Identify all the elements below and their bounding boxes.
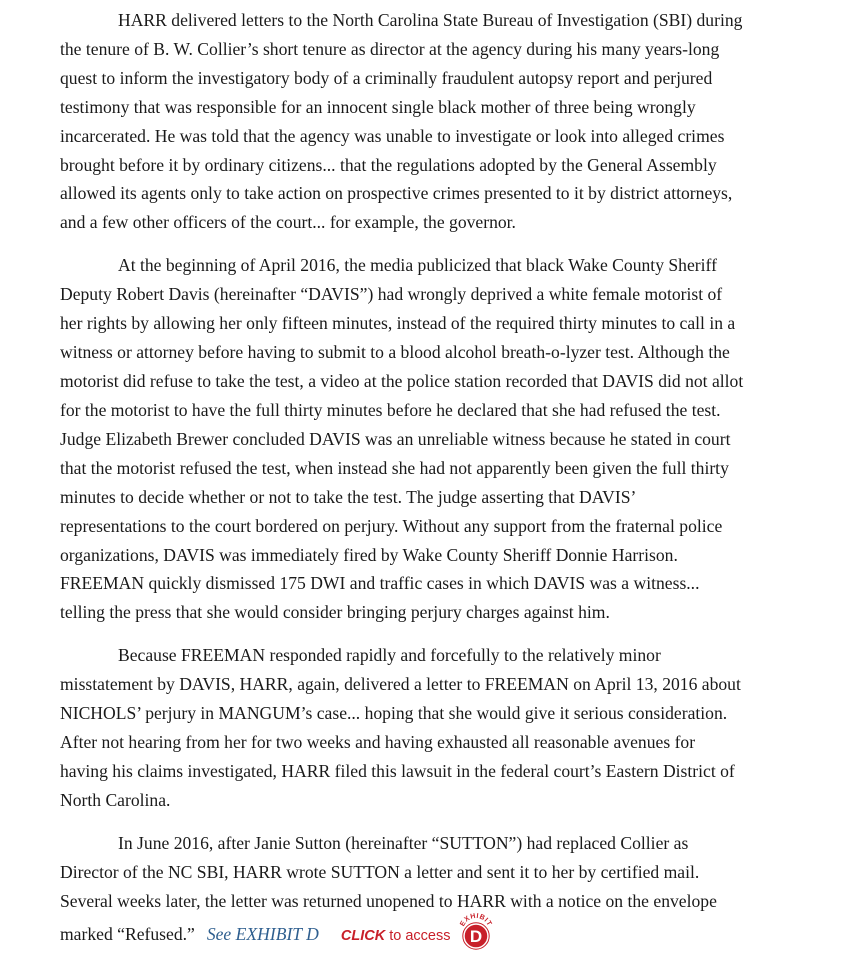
text-line: HARR delivered letters to the North Carolina State Bureau of Investigation (SBI) during xyxy=(118,10,743,30)
text-line-end: marked “Refused.” xyxy=(60,923,195,944)
text-line: motorist did refuse to take the test, a video at the police station recorded that DAVIS did not allot xyxy=(60,371,744,392)
text-line: misstatement by DAVIS, HARR, again, delivered a letter to FREEMAN on April 13, 2016 about xyxy=(60,674,741,695)
click-to-access-link[interactable] xyxy=(341,928,451,944)
text-line: organizations, DAVIS was immediately fired by Wake County Sheriff Donnie Harrison. xyxy=(60,544,678,565)
paragraph-davis-incident xyxy=(60,251,820,627)
exhibit-badge-graphic xyxy=(456,910,496,950)
text-line: NICHOLS’ perjury in MANGUM’s case... hoping that she would give it serious consideration. xyxy=(60,703,728,724)
badge-letter: D xyxy=(470,926,483,946)
text-line: minutes to decide whether or not to take the test. The judge asserting that DAVIS’ xyxy=(60,486,637,507)
exhibit-d-link[interactable]: See EXHIBIT D xyxy=(206,923,319,944)
exhibit-d-badge-icon[interactable] xyxy=(456,910,496,950)
text-line: incarcerated. He was told that the agency was unable to investigate or look into alleged crimes xyxy=(60,125,725,146)
text-line: quest to inform the investigatory body of a criminally fraudulent autopsy report and perjured xyxy=(60,67,713,88)
text-line: the tenure of B. W. Collier’s short tenure as director at the agency during his many years-long xyxy=(60,38,720,59)
text-line: her rights by allowing her only fifteen minutes, instead of the required thirty minutes to call in a xyxy=(60,313,736,334)
paragraph-freeman-letter xyxy=(60,641,820,814)
paragraph-sbi-letters xyxy=(60,6,820,237)
text-line: Because FREEMAN responded rapidly and forcefully to the relatively minor xyxy=(118,645,661,666)
text-line: brought before it by ordinary citizens... that the regulations adopted by the General Assembly xyxy=(60,154,717,175)
text-line: Deputy Robert Davis (hereinafter “DAVIS”) had wrongly deprived a white female motorist of xyxy=(60,284,723,305)
text-line: witness or attorney before having to submit to a blood alcohol breath-o-lyzer test. Although the xyxy=(60,342,730,363)
to-access-text: to access xyxy=(385,927,451,944)
paragraph-sutton-letter xyxy=(60,829,820,956)
text-line: In June 2016, after Janie Sutton (hereinafter “SUTTON”) had replaced Collier as xyxy=(118,833,689,854)
text-line: for the motorist to have the full thirty minutes before he declared that she had refused the test. xyxy=(60,399,721,420)
click-word: CLICK xyxy=(340,927,386,944)
text-line: Director of the NC SBI, HARR wrote SUTTON a letter and sent it to her by certified mail. xyxy=(60,861,700,882)
text-line: having his claims investigated, HARR filed this lawsuit in the federal court’s Eastern District of xyxy=(60,761,735,782)
document-page xyxy=(60,6,820,970)
text-line: telling the press that she would consider bringing perjury charges against him. xyxy=(60,602,610,623)
badge-arc-text: EXHIBIT xyxy=(459,912,494,928)
text-line: At the beginning of April 2016, the media publicized that black Wake County Sheriff xyxy=(118,255,717,276)
text-line: that the motorist refused the test, when instead she had not apparently been given the full thirty xyxy=(60,457,729,478)
text-line: FREEMAN quickly dismissed 175 DWI and traffic cases in which DAVIS was a witness... xyxy=(60,573,700,594)
text-line: representations to the court bordered on perjury. Without any support from the fraternal police xyxy=(60,515,723,536)
text-line-with-exhibit xyxy=(60,912,820,956)
text-line: allowed its agents only to take action on prospective crimes presented to it by district attorneys, xyxy=(60,183,733,204)
text-line: North Carolina. xyxy=(60,789,171,810)
text-line: and a few other officers of the court... for example, the governor. xyxy=(60,212,516,233)
text-line: testimony that was responsible for an innocent single black mother of three being wrongly xyxy=(60,96,696,117)
text-line: Several weeks later, the letter was returned unopened to HARR with a notice on the envelope xyxy=(60,890,717,911)
text-line: Judge Elizabeth Brewer concluded DAVIS was an unreliable witness because he stated in court xyxy=(60,428,731,449)
text-line: After not hearing from her for two weeks and having exhausted all reasonable avenues for xyxy=(60,732,696,753)
